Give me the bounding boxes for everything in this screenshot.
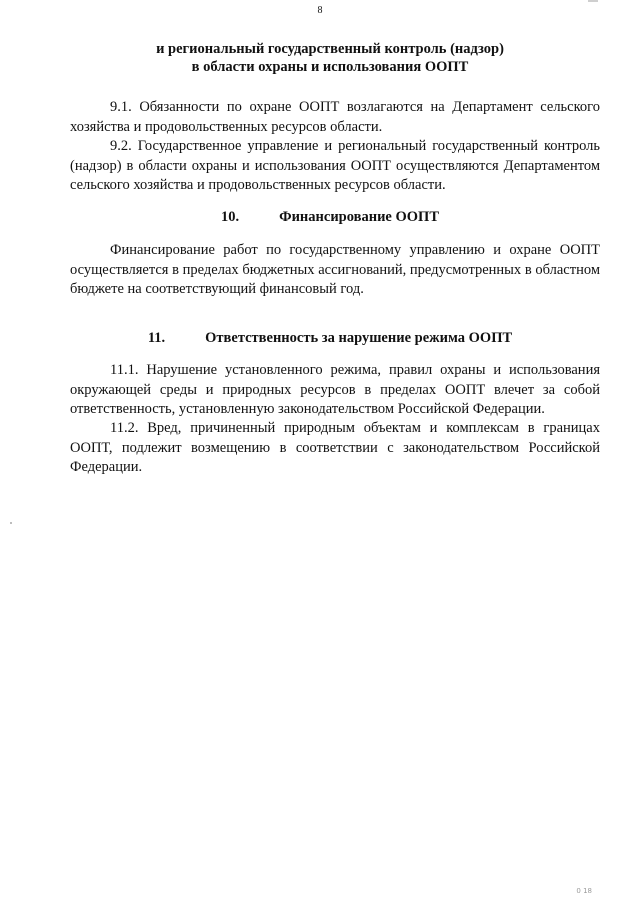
section-10-title: Финансирование ООПТ: [279, 209, 439, 225]
continued-section-heading: [60, 40, 600, 76]
section-10-heading: [60, 208, 600, 226]
heading-line-1: и региональный государственный контроль (надзор): [156, 41, 504, 57]
paragraph-9-1: 9.1. Обязанности по охране ООПТ возлагаются на Департамент сельского хозяйства и продовольственных ресурсов области.: [70, 99, 600, 135]
paragraph-10: Финансирование работ по государственному управлению и охране ООПТ осуществляется в пределах бюджетных ассигнований, предусмотренных в областном бюджете на соответствующий финансовый год.: [70, 242, 600, 297]
section-10-number: 10.: [221, 209, 240, 225]
paragraph-11-2: 11.2. Вред, причиненный природным объектам и комплексам в границах ООПТ, подлежит возмещению в соответствии с законодательством Российской Федерации.: [70, 420, 600, 475]
page-number: 8: [317, 5, 323, 16]
scan-artifact-left: [10, 522, 12, 524]
section-11-title: Ответственность за нарушение режима ООПТ: [205, 330, 513, 346]
section-11-number: 11.: [147, 330, 166, 346]
footer-mark: 0 18: [576, 887, 592, 895]
heading-line-2: в области охраны и использования ООПТ: [191, 59, 469, 75]
section-11-heading: [60, 329, 600, 347]
paragraph-9-2: 9.2. Государственное управление и региональный государственный контроль (надзор) в области охраны и использования ООПТ осуществляются Департаментом сельского хозяйства и продовольственных ресурсов области.: [70, 138, 600, 193]
scan-artifact-top: [588, 0, 598, 2]
paragraph-11-1: 11.1. Нарушение установленного режима, правил охраны и использования окружающей среды и природных ресурсов в пределах ООПТ влечет за собой ответственность, установленную законодательством Российской Федерации.: [70, 362, 600, 417]
